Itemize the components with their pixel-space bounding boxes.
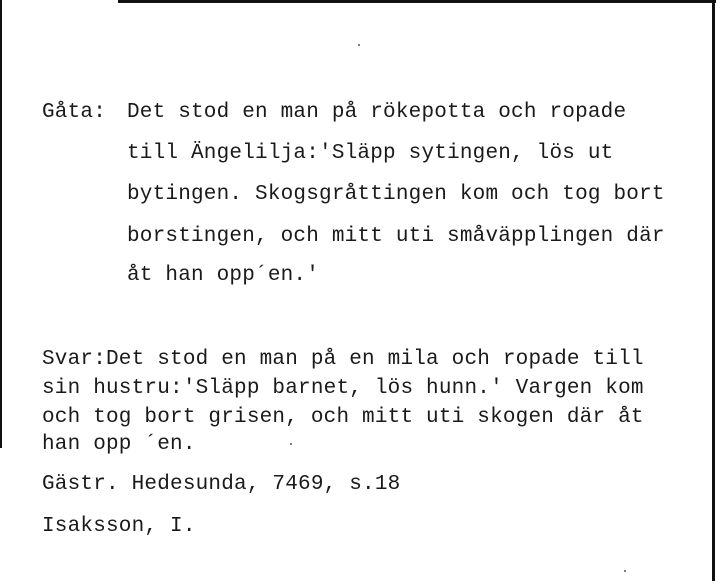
paper-speck (290, 443, 292, 445)
card-left-edge (0, 0, 2, 448)
riddle-line: Det stod en man på rökepotta och ropade (127, 101, 627, 124)
answer-line: Svar:Det stod en man på en mila och ropade till (42, 348, 644, 371)
card-top-edge (118, 0, 716, 3)
collector-name: Isaksson, I. (42, 515, 196, 538)
answer-line: och tog bort grisen, och mitt uti skogen där åt (42, 406, 644, 429)
riddle-line: borstingen, och mitt uti småväpplingen där (127, 225, 665, 248)
paper-speck (358, 44, 360, 46)
paper-speck (624, 570, 626, 572)
card-right-edge (712, 0, 715, 581)
riddle-line: till Ängelilja:'Släpp sytingen, lös ut (127, 142, 614, 165)
riddle-line: bytingen. Skogsgråttingen kom och tog bort (127, 183, 665, 206)
source-reference: Gästr. Hedesunda, 7469, s.18 (42, 473, 401, 496)
answer-line: sin hustru:'Släpp barnet, lös hunn.' Vargen kom (42, 377, 644, 400)
riddle-line: åt han opp´en.' (127, 264, 320, 287)
riddle-label: Gåta: (42, 101, 107, 124)
answer-line: han opp ´en. (42, 433, 196, 456)
